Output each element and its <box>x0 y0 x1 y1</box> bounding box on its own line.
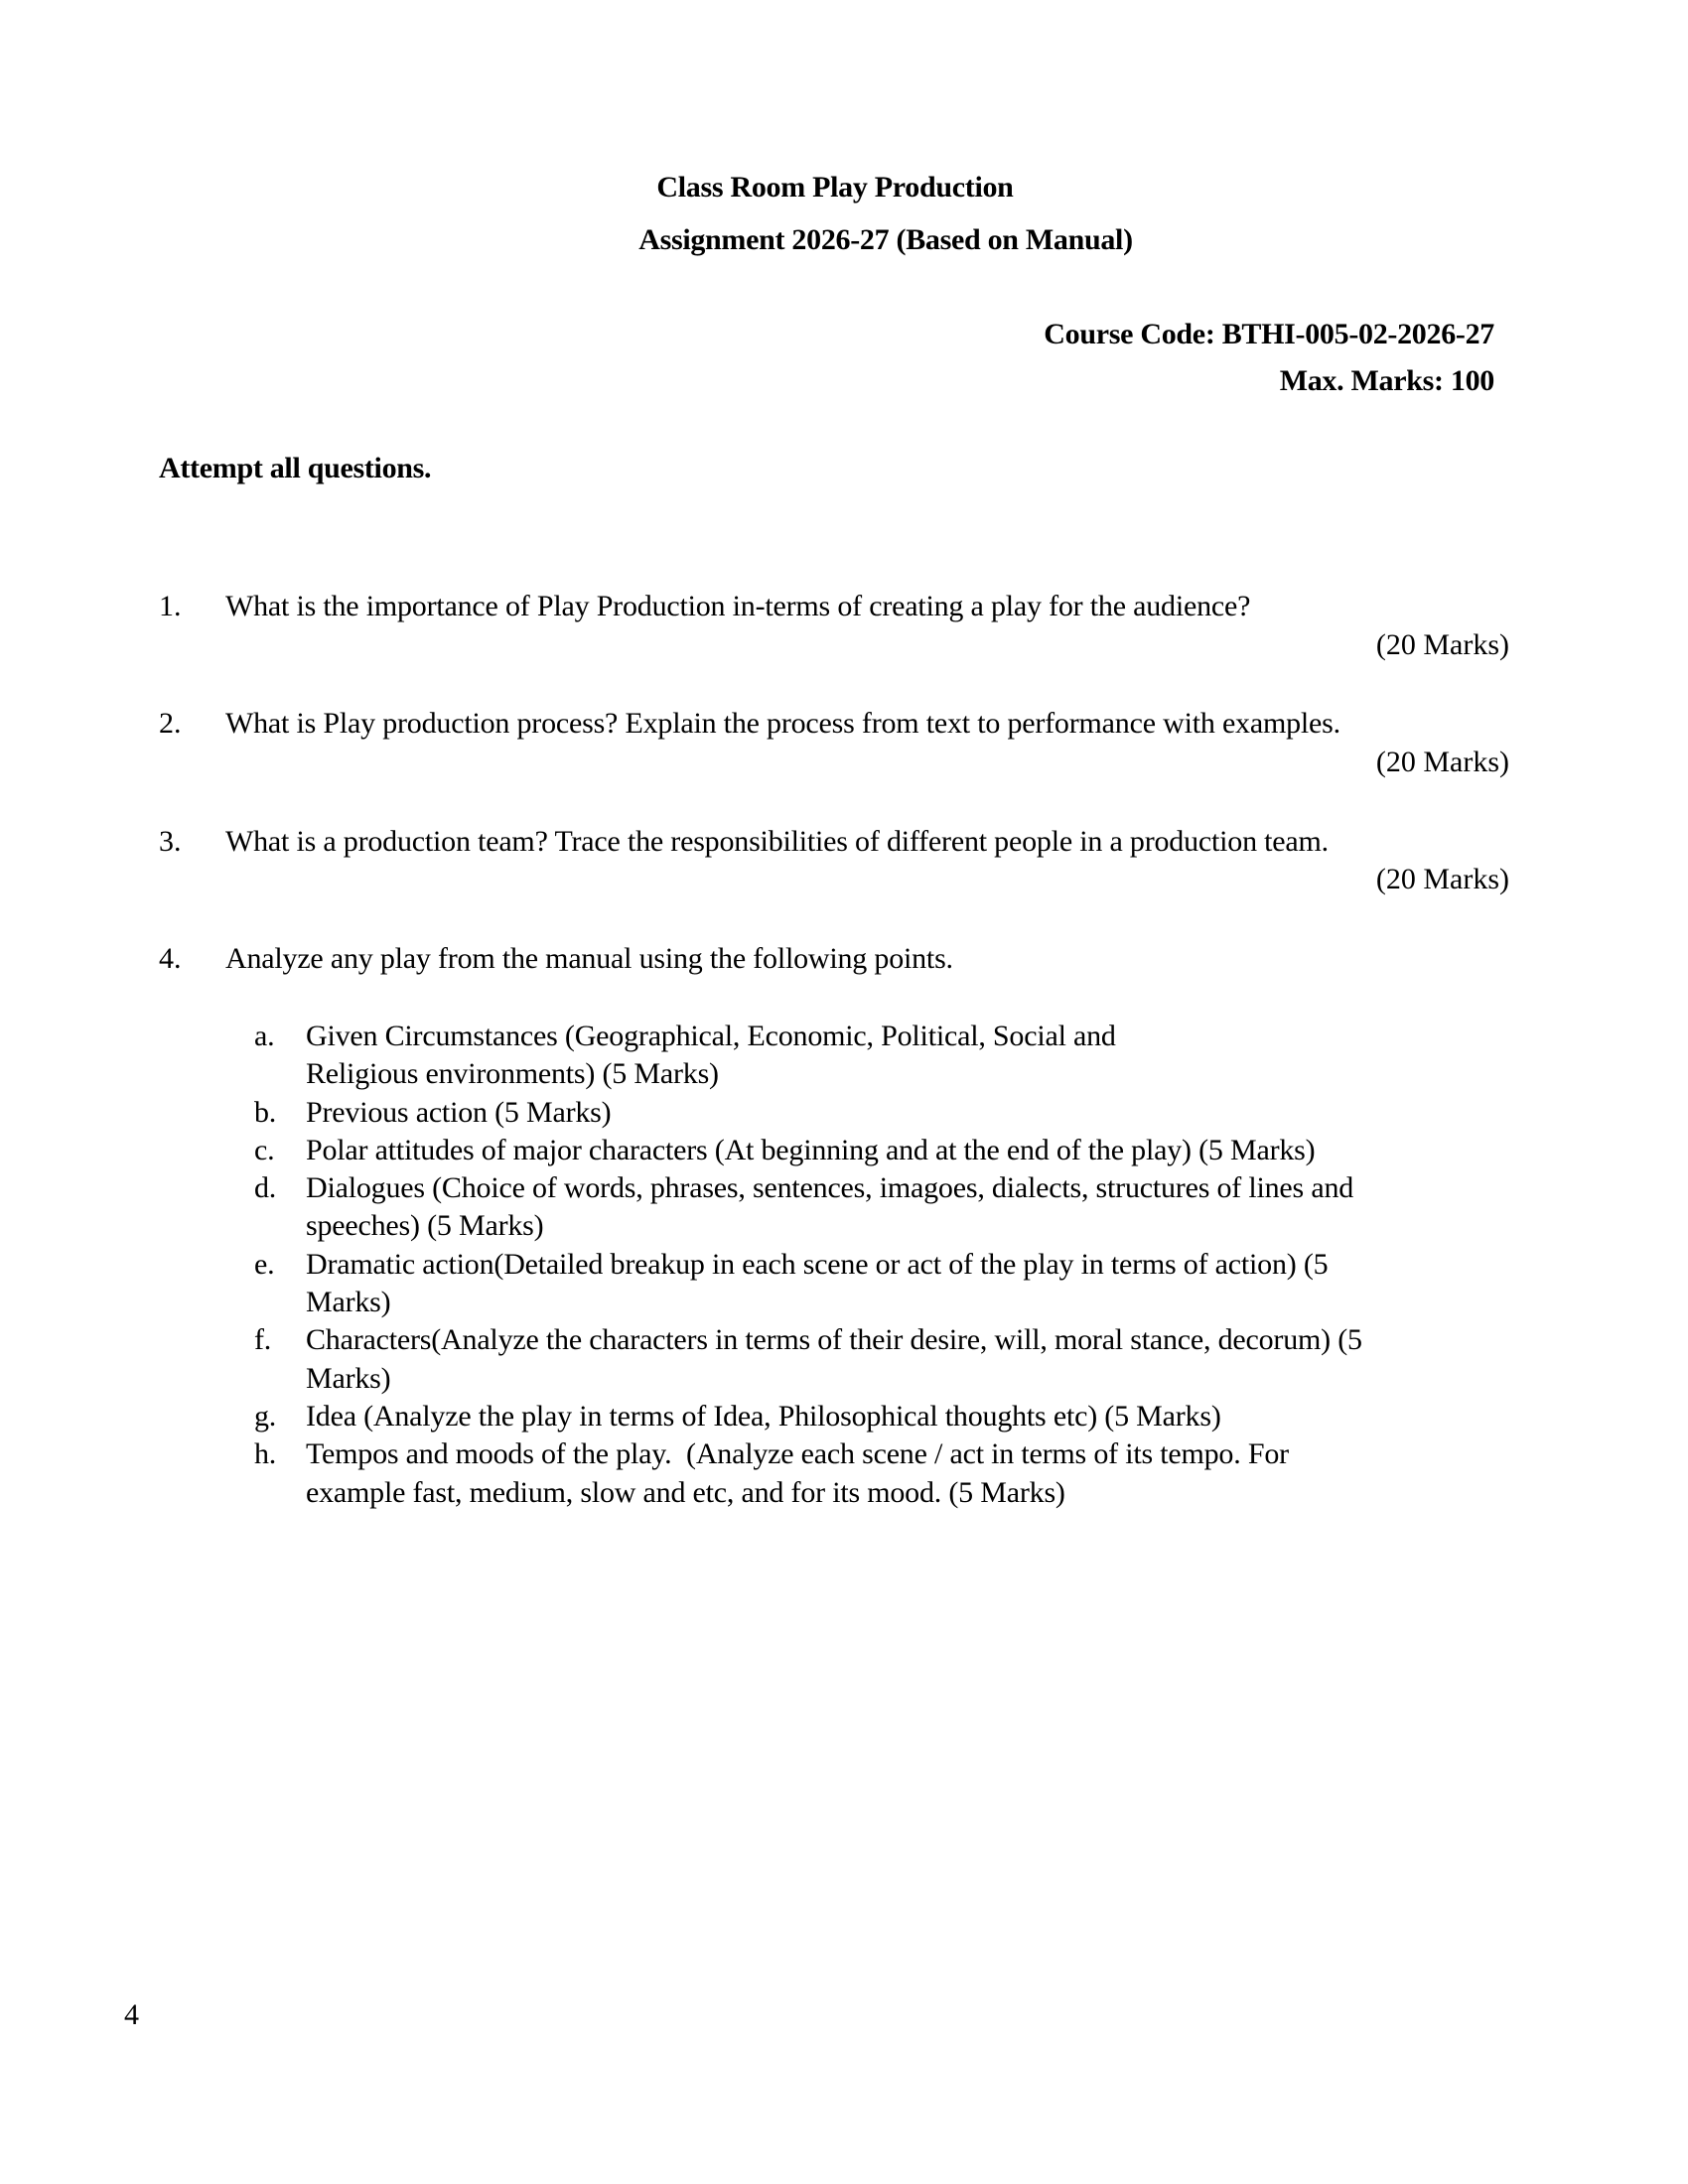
sub-item-letter: f. <box>254 1323 272 1357</box>
sub-item-letter: e. <box>254 1247 275 1281</box>
question-number: 4. <box>159 942 182 975</box>
sub-item-text-continued: Marks) <box>306 1286 391 1319</box>
instruction: Attempt all questions. <box>159 452 432 484</box>
sub-item-list <box>254 1018 1495 1512</box>
sub-item-text: Idea (Analyze the play in terms of Idea, Philosophical thoughts etc) (5 Marks) <box>306 1399 1221 1433</box>
sub-item-a <box>254 1018 1495 1094</box>
sub-item-text-continued: example fast, medium, slow and etc, and for its mood. (5 Marks) <box>306 1475 1065 1509</box>
sub-item-text: Polar attitudes of major characters (At beginning and at the end of the play) (5 Marks) <box>306 1133 1316 1166</box>
document-title <box>0 171 1688 205</box>
sub-item-text: Characters(Analyze the characters in terms of their desire, will, moral stance, decorum) (5 <box>306 1323 1362 1357</box>
sub-item-letter: b. <box>254 1095 277 1129</box>
sub-item-letter: h. <box>254 1437 277 1471</box>
sub-item-e <box>254 1246 1495 1322</box>
question-text: Analyze any play from the manual using the following points. <box>225 942 953 975</box>
sub-item-letter: a. <box>254 1020 275 1052</box>
question-number: 3. <box>159 825 182 858</box>
sub-item-b <box>254 1094 1495 1132</box>
question-marks: (20 Marks) <box>1375 746 1509 778</box>
sub-item-g <box>254 1398 1495 1435</box>
document-subtitle <box>0 223 1688 257</box>
question-text: What is a production team? Trace the responsibilities of different people in a production team. <box>225 825 1329 858</box>
document-subtitle-text: Assignment 2026-27 (Based on Manual) <box>638 223 1133 256</box>
document-title-text: Class Room Play Production <box>656 171 1014 204</box>
sub-item-text-continued: Marks) <box>306 1361 391 1395</box>
sub-item-text: Given Circumstances (Geographical, Economic, Political, Social and <box>306 1020 1116 1052</box>
sub-item-f <box>254 1321 1495 1398</box>
max-marks: Max. Marks: 100 <box>1279 364 1494 397</box>
sub-item-letter: d. <box>254 1171 277 1205</box>
page-number: 4 <box>124 1998 139 2031</box>
question-marks: (20 Marks) <box>1375 628 1509 661</box>
question-marks: (20 Marks) <box>1375 863 1509 895</box>
question-number: 1. <box>159 590 182 622</box>
sub-item-d <box>254 1169 1495 1246</box>
question-number: 2. <box>159 707 182 740</box>
sub-item-text: Dramatic action(Detailed breakup in each scene or act of the play in terms of action) (5 <box>306 1247 1329 1281</box>
question-text: What is Play production process? Explain the process from text to performance with examples. <box>225 707 1340 740</box>
sub-item-text: Previous action (5 Marks) <box>306 1095 612 1129</box>
sub-item-h <box>254 1435 1495 1512</box>
sub-item-text-continued: speeches) (5 Marks) <box>306 1209 544 1243</box>
sub-item-text-continued: Religious environments) (5 Marks) <box>306 1057 719 1091</box>
question-text: What is the importance of Play Production in-terms of creating a play for the audience? <box>225 590 1251 622</box>
sub-item-text: Tempos and moods of the play. (Analyze each scene / act in terms of its tempo. For <box>306 1437 1289 1471</box>
sub-item-letter: g. <box>254 1399 277 1433</box>
course-code: Course Code: BTHI-005-02-2026-27 <box>1044 318 1494 350</box>
sub-item-c <box>254 1132 1495 1169</box>
sub-item-letter: c. <box>254 1133 275 1166</box>
sub-item-text: Dialogues (Choice of words, phrases, sentences, imagoes, dialects, structures of lines and <box>306 1171 1354 1205</box>
